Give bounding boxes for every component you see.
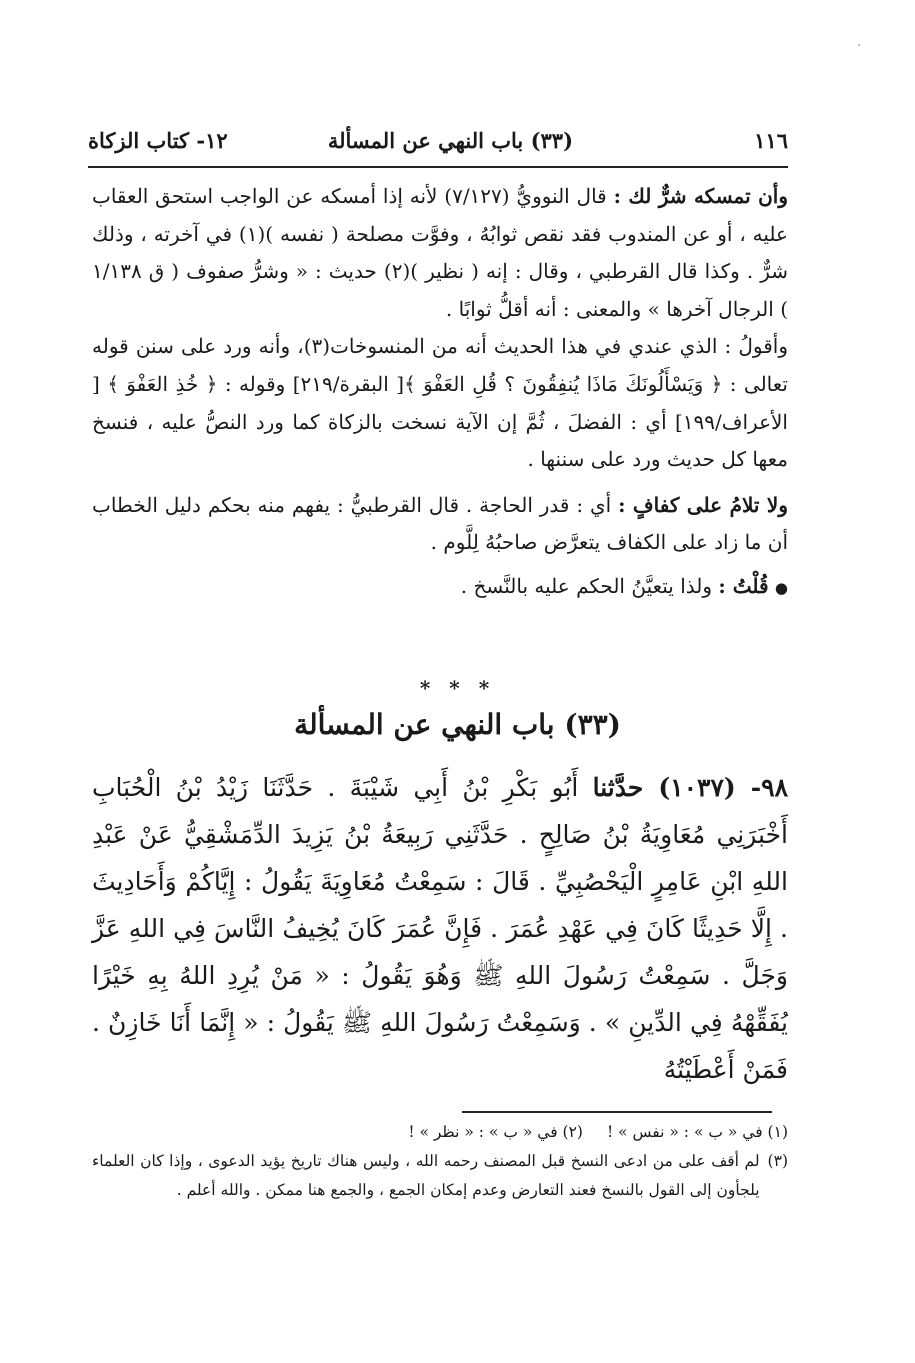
running-chapter-title: (٣٣) باب النهي عن المسألة: [327, 128, 573, 153]
hadith-text-block: [92, 764, 788, 1093]
footnote-3-text: لم أقف على من ادعى النسخ قبل المصنف رحمه الله ، وليس هناك تاريخ يؤيد الدعوى ، وإذا كان العلماء يلجأون إلى القول بالنسخ فعند التعارض وعدم إمكان الجمع ، والجمع هنا ممكن . والله أعلم .: [92, 1152, 760, 1199]
header-rule: [88, 166, 788, 168]
section-divider: * * *: [419, 676, 496, 700]
hadith-number: ٩٨- (١٠٣٧) حدَّثنا: [592, 773, 788, 802]
section-title: (٣٣) باب النهي عن المسألة: [294, 708, 621, 741]
footnote-rule: [462, 1111, 772, 1113]
page-number: ١١٦: [754, 128, 788, 153]
bullet-icon: ●: [774, 578, 788, 597]
commentary-paragraph: [92, 178, 788, 328]
margin-mark: [858, 44, 860, 46]
commentary-block: [92, 178, 788, 608]
footnotes: [92, 1118, 788, 1205]
footnote-3-number: (٣): [767, 1152, 788, 1170]
editor-note-text: ولذا يتعيَّنُ الحكم عليه بالنَّسخ .: [460, 573, 719, 598]
commentary-paragraph: وأقولُ : الذي عندي في هذا الحديث أنه من المنسوخات(٣)، وأنه ورد على سنن قوله تعالى : ﴿ وَيَسْأَلُونَكَ مَاذَا يُنفِقُونَ ؟ قُلِ العَفْوَ ﴾[ البقرة/٢١٩] وقوله : ﴿ خُذِ العَفْوَ ﴾ [ الأعراف/١٩٩] أي : الفضلَ ، ثُمَّ إن الآية نسخت بالزكاة كما ورد النصُّ عليه ، فنسخ معها كل حديث ورد على سننها .: [92, 334, 788, 472]
commentary-lead: ولا تلامُ على كفافٍ :: [618, 492, 788, 517]
footnote-row: [92, 1118, 788, 1147]
editor-note: [92, 568, 788, 608]
commentary-text: أي : قدر الحاجة . قال القرطبيُّ : يفهم منه بحكم دليل الخطاب أن ما زاد على الكفاف يتعرَّض صاحبُهُ لِلَّوم .: [92, 492, 788, 555]
commentary-paragraph: [92, 487, 788, 562]
hadith-paragraph: [92, 764, 788, 1093]
footnote-3: [92, 1147, 788, 1205]
editor-note-lead: قُلْتُ :: [718, 573, 769, 598]
footnote-1: (١) في « ب » : « نفس » !: [606, 1123, 788, 1141]
hadith-body: أَبُو بَكْرِ بْنُ أَبِي شَيْبَةَ . حَدَّثَنَا زَيْدُ بْنُ الْحُبَابِ أَخْبَرَنِي مُعَاوِيَةُ بْنُ صَالِحٍ . حَدَّثَنِي رَبِيعَةُ بْنُ يَزِيدَ الدِّمَشْقِيُّ عَنْ عَبْدِ اللهِ ابْنِ عَامِرٍ الْيَحْصُبِيِّ . قَالَ : سَمِعْتُ مُعَاوِيَةَ يَقُولُ : إِيَّاكُمْ وَأَحَادِيثَ . إِلَّا حَدِيثًا كَانَ فِي عَهْدِ عُمَرَ . فَإِنَّ عُمَرَ كَانَ يُخِيفُ النَّاسَ فِي اللهِ عَزَّ وَجَلَّ . سَمِعْتُ رَسُولَ اللهِ ﷺ وَهُوَ يَقُولُ : « مَنْ يُرِدِ اللهُ بِهِ خَيْرًا يُفَقِّهْهُ فِي الدِّينِ » . وَسَمِعْتُ رَسُولَ اللهِ ﷺ يَقُولُ : « إِنَّمَا أَنَا خَازِنٌ . فَمَنْ أَعْطَيْتُهُ: [92, 773, 789, 1084]
commentary-lead: وأن تمسكه شرٌّ لك :: [613, 184, 789, 208]
running-book-title: ١٢- كتاب الزكاة: [88, 128, 228, 153]
running-header: [88, 122, 788, 168]
commentary-text: قال النوويُّ (٧/١٢٧) لأنه إذا أمسكه عن الواجب استحق العقاب عليه ، أو عن المندوب فقد نقص ثوابُهُ ، وفوَّت مصلحة ( نفسه )(١) في آخرته ، وذلك شرٌّ . وكذا قال القرطبي ، وقال : إنه ( نظير )(٢) حديث : « وشرُّ صفوف ( ق ١/١٣٨ ) الرجال آخرها » والمعنى : أنه أقلُّ ثوابًا .: [92, 184, 789, 321]
footnote-2: (٢) في « ب » : « نظر » !: [408, 1123, 583, 1141]
